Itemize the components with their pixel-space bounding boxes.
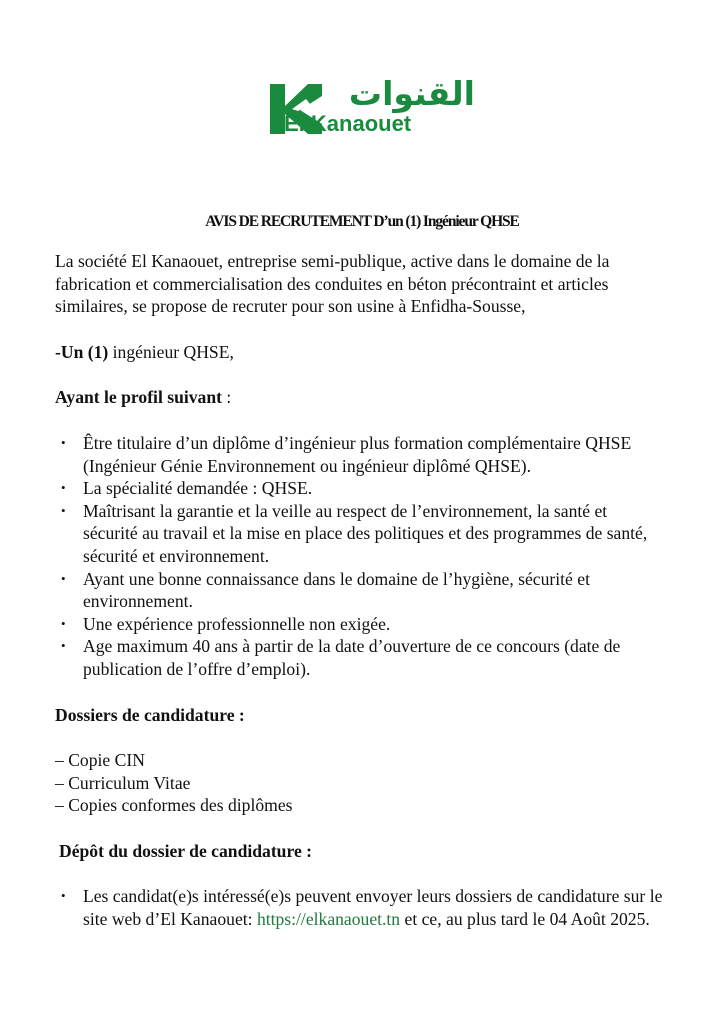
bullet-icon: • [61,638,66,654]
dossiers-heading-text: Dossiers de candidature : [55,704,245,725]
page-title: AVIS DE RECRUTEMENT D’un (1) Ingénieur QHSE [205,213,519,230]
dossier-item: – Copies conformes des diplômes [55,795,293,816]
company-logo [270,74,475,138]
dossiers-list [55,749,665,817]
list-item [55,635,665,680]
depot-list [55,885,665,930]
website-link[interactable]: https://elkanaouet.tn [256,909,401,930]
depot-heading [59,840,665,863]
dossier-item: – Copie CIN [55,750,145,771]
bullet-icon: • [61,434,66,450]
list-item-text: Être titulaire d’un diplôme d’ingénieur plus formation complémentaire QHSE (Ingénieur Génie Environnement ou ingénieur diplômé QHSE). [83,432,632,476]
depot-heading-text: Dépôt du dossier de candidature : [59,840,313,861]
bullet-icon: • [61,570,66,586]
bullet-icon: • [61,480,66,496]
bullet-icon: • [61,502,66,518]
bullet-icon: • [61,615,66,631]
depot-text-after: et ce, au plus tard le 04 Août 2025. [400,909,650,930]
position-title: ingénieur QHSE, [108,341,234,362]
list-item [55,885,665,930]
list-item-text: Age maximum 40 ans à partir de la date d’ouverture de ce concours (date de publication de l’offre d’emploi). [83,636,621,679]
profile-heading-colon: : [222,387,232,408]
position-count: -Un (1) [55,341,109,362]
list-item [55,613,665,636]
document-body [55,250,665,954]
dossier-item: – Curriculum Vitae [55,772,191,793]
bullet-icon: • [61,888,66,904]
list-item-text: Maîtrisant la garantie et la veille au respect de l’environnement, la santé et sécurité au travail et la mise en place des politiques et des programmes de santé, sécurité et environnement. [83,500,648,566]
logo-latin-text: El Kanaouet [284,111,412,136]
profile-list [55,432,665,681]
depot-text-before: Les candidat(e)s intéressé(e)s peuvent envoyer leurs dossiers de candidature sur le site web d’El Kanaouet: [83,886,663,930]
list-item-text: Ayant une bonne connaissance dans le domaine de l’hygiène, sécurité et environnement. [83,568,590,612]
list-item-text: Une expérience professionnelle non exigée. [83,613,391,634]
dossiers-heading [55,704,665,727]
list-item [55,432,665,477]
list-item-text: La spécialité demandée : QHSE. [83,478,313,499]
list-item [55,500,665,568]
list-item [55,568,665,613]
profile-heading [55,386,665,409]
position-line [55,341,665,364]
logo-arabic-text: القنوات [348,74,475,113]
intro-paragraph: La société El Kanaouet, entreprise semi-publique, active dans le domaine de la fabrication et commercialisation des conduites en béton précontraint et articles similaires, se propose de recruter pour son usine à Enfidha-Sousse, [55,251,610,317]
list-item [55,477,665,500]
profile-heading-label: Ayant le profil suivant [55,387,222,408]
